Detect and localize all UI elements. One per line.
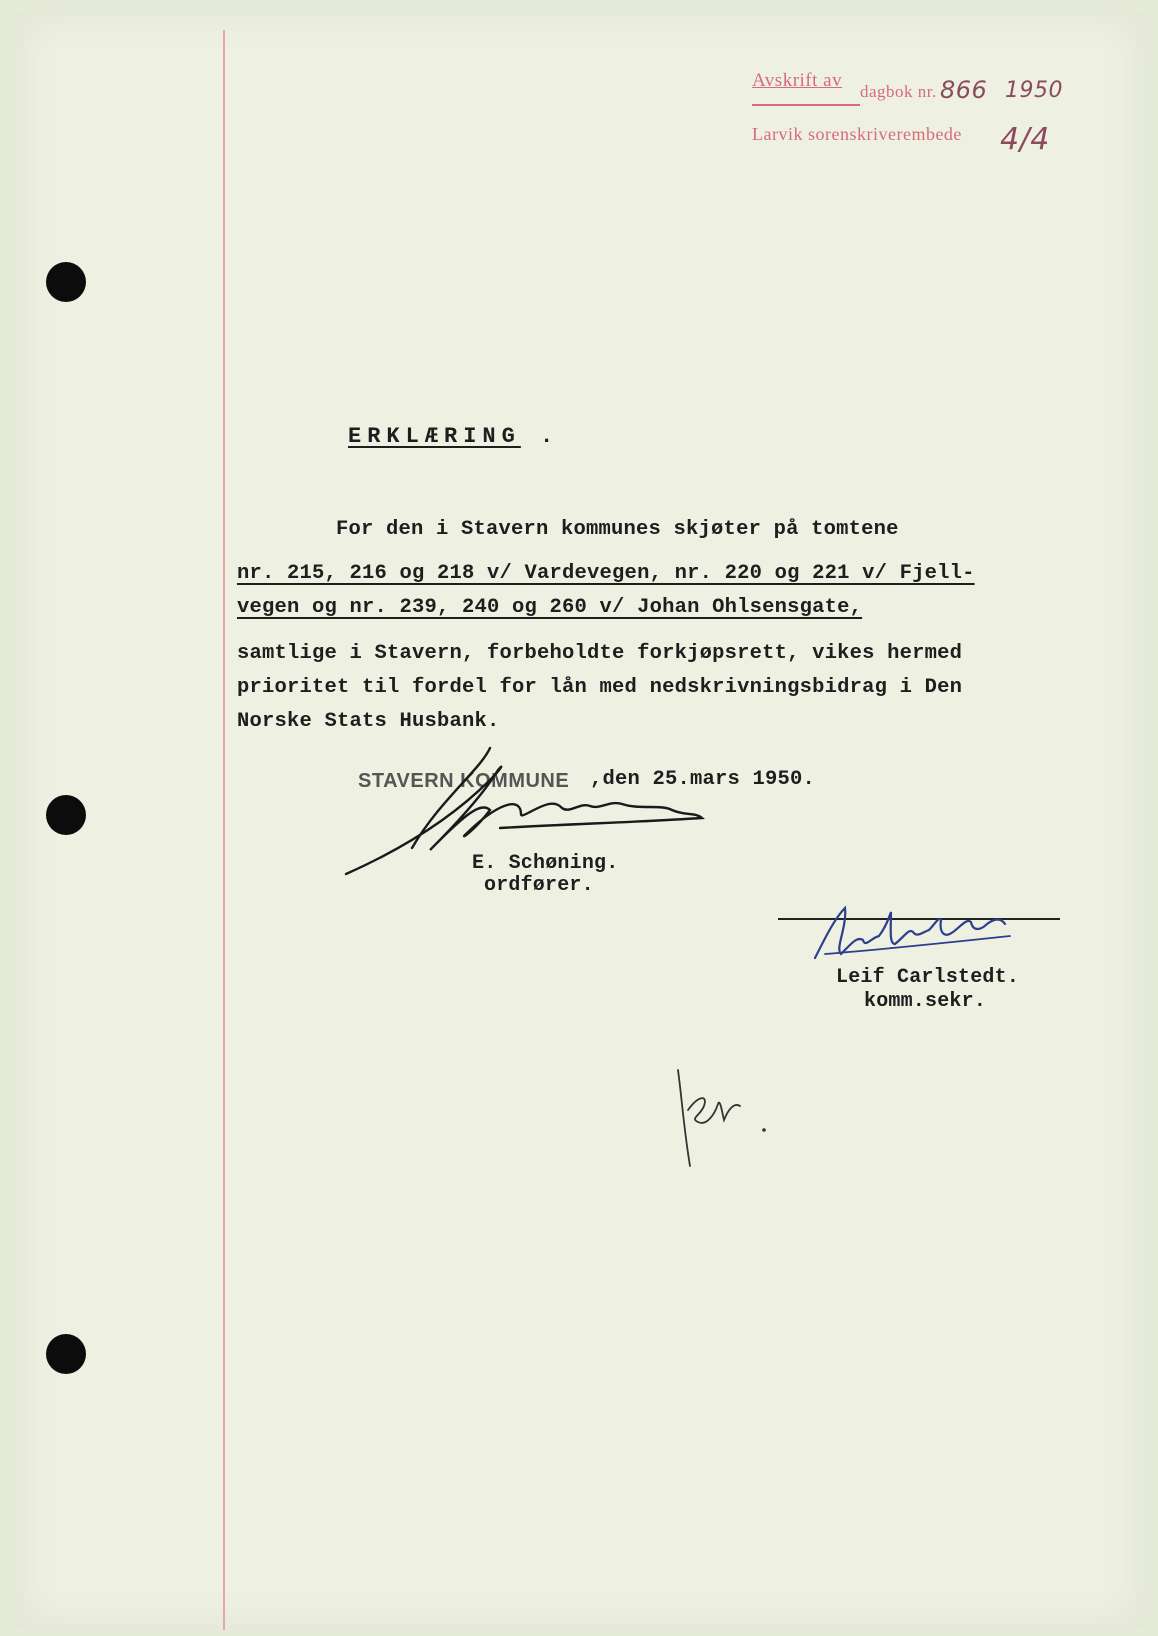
document-title	[348, 424, 559, 449]
paragraph-line-4: samtlige i Stavern, forbeholdte forkjøpsrett, vikes hermed	[237, 642, 963, 665]
paragraph-line-3: vegen og nr. 239, 240 og 260 v/ Johan Ohlsensgate,	[237, 596, 863, 619]
paragraph-line-1: For den i Stavern kommunes skjøter på tomtene	[336, 518, 899, 541]
title-period: .	[540, 424, 560, 449]
stamp-date: 4/4	[1000, 122, 1050, 157]
signature-carlstedt	[805, 888, 1035, 978]
paragraph-line-5: prioritet til fordel for lån med nedskrivningsbidrag i Den	[237, 676, 963, 699]
stamp-dagbok-number: 866	[940, 76, 988, 104]
punch-hole-middle	[46, 795, 86, 835]
stamp-office: Larvik sorenskriverembede	[752, 124, 962, 144]
paragraph-line-2: nr. 215, 216 og 218 v/ Vardevegen, nr. 220 og 221 v/ Fjell-	[237, 562, 975, 585]
margin-line	[223, 30, 225, 1630]
stamp-dagbok-label: dagbok nr.	[860, 82, 937, 101]
date-line: ,den 25.mars 1950.	[590, 768, 816, 791]
signer1-title: ordfører.	[484, 874, 594, 897]
punch-hole-top	[46, 262, 86, 302]
signer1-name: E. Schøning.	[472, 852, 619, 875]
initials-kfr	[668, 1060, 788, 1170]
signer2-title: komm.sekr.	[864, 990, 987, 1013]
stamp-underline	[752, 104, 860, 106]
punch-hole-bottom	[46, 1334, 86, 1374]
stamp-avskrift: Avskrift av	[752, 70, 843, 91]
signer2-name: Leif Carlstedt.	[836, 966, 1020, 989]
place-stamp: STAVERN KOMMUNE	[358, 770, 570, 792]
paragraph-line-6: Norske Stats Husbank.	[237, 710, 500, 733]
title-text: ERKLÆRING	[348, 424, 521, 449]
stamp-year: 1950	[1005, 78, 1063, 103]
